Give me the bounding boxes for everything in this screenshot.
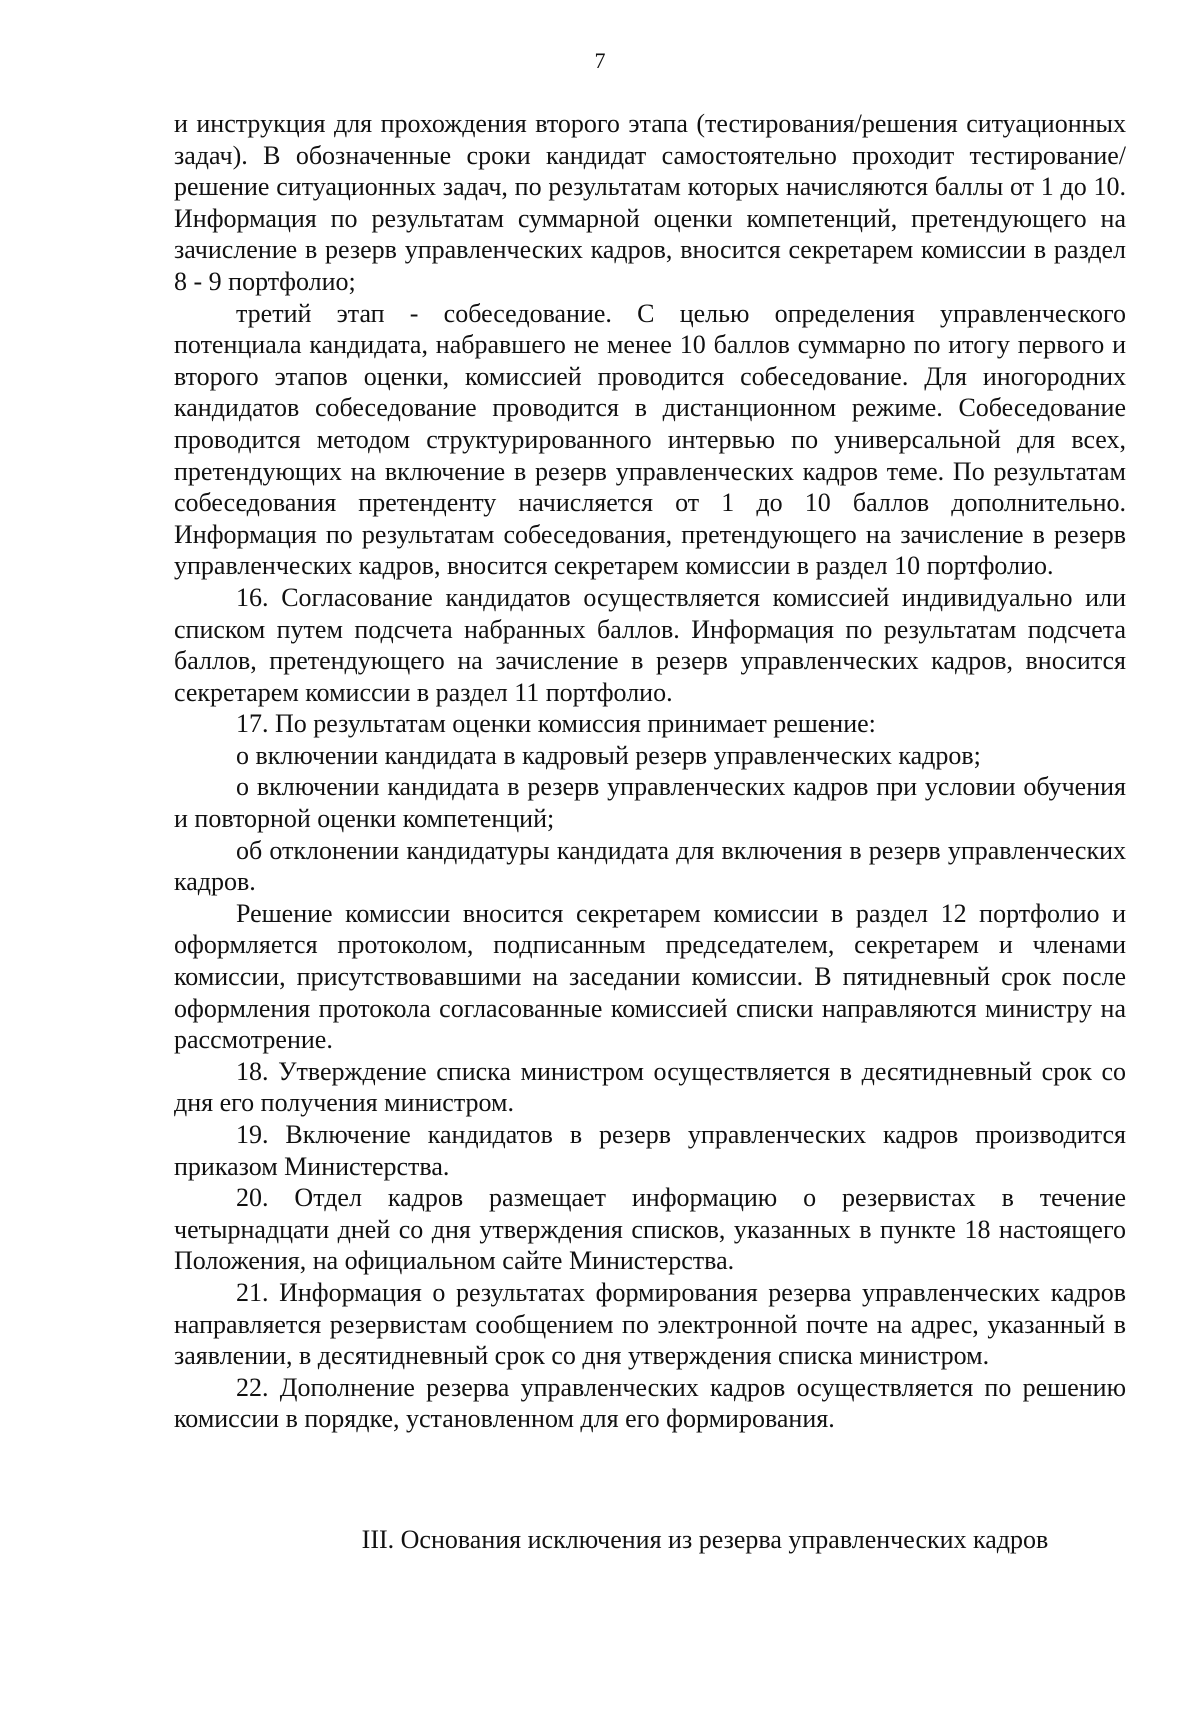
paragraph-item-22: 22. Дополнение резерва управленческих кадров осуществляется по решению комиссии в порядке, установленном для его формирования. xyxy=(174,1372,1126,1434)
paragraph-item-16: 16. Согласование кандидатов осуществляется комиссией индивидуально или списком путем подсчета набранных баллов. Информация по результатам подсчета баллов, претендующего на зачисление в резерв управленческих кадров, вносится секретарем комиссии в раздел 11 портфолио. xyxy=(174,582,1126,707)
paragraph-item-21: 21. Информация о результатах формирования резерва управленческих кадров направляется резервистам сообщением по электронной почте на адрес, указанный в заявлении, в десятидневный срок со дня утверждения списка министром. xyxy=(174,1277,1126,1371)
paragraph-decision-reject: об отклонении кандидатуры кандидата для включения в резерв управленческих кадров. xyxy=(174,835,1126,897)
paragraph-stage-two-continuation: и инструкция для прохождения второго этапа (тестирования/решения ситуационных задач). В обозначенные сроки кандидат самостоятельно проходит тестирование/решение ситуационных задач, по результатам которых начисляются баллы от 1 до 10. Информация по результатам суммарной оценки компетенций, претендующего на зачисление в резерв управленческих кадров, вносится секретарем комиссии в раздел 8 - 9 портфолио; xyxy=(174,109,1126,296)
paragraph-item-18: 18. Утверждение списка министром осуществляется в десятидневный срок со дня его получения министром. xyxy=(174,1056,1126,1118)
paragraph-item-20: 20. Отдел кадров размещает информацию о резервистах в течение четырнадцати дней со дня утверждения списков, указанных в пункте 18 настоящего Положения, на официальном сайте Министерства. xyxy=(174,1183,1126,1276)
document-body xyxy=(174,108,1126,1435)
page-number: 7 xyxy=(594,48,606,73)
section-heading: III. Основания исключения из резерва управленческих кадров xyxy=(361,1525,1049,1554)
paragraph-decision-include-conditional: о включении кандидата в резерв управленческих кадров при условии обучения и повторной оценки компетенций; xyxy=(174,772,1126,834)
paragraph-decision-include: о включении кандидата в кадровый резерв управленческих кадров; xyxy=(236,740,981,770)
paragraph-commission-decision: Решение комиссии вносится секретарем комиссии в раздел 12 портфолио и оформляется протоколом, подписанным председателем, секретарем и членами комиссии, присутствовавшими на заседании комиссии. В пятидневный срок после оформления протокола согласованные комиссией списки направляются министру на рассмотрение. xyxy=(174,898,1126,1055)
paragraph-stage-three: третий этап - собеседование. С целью определения управленческого потенциала кандидата, набравшего не менее 10 баллов суммарно по итогу первого и второго этапов оценки, комиссией проводится собеседование. Для иногородних кандидатов собеседование проводится в дистанционном режиме. Собеседование проводится методом структурированного интервью по универсальной для всех, претендующих на включение в резерв управленческих кадров теме. По результатам собеседования претенденту начисляется от 1 до 10 баллов дополнительно. Информация по результатам собеседования, претендующего на зачисление в резерв управленческих кадров, вносится секретарем комиссии в раздел 10 портфолио. xyxy=(174,298,1126,581)
paragraph-item-17: 17. По результатам оценки комиссия принимает решение: xyxy=(236,709,876,739)
paragraph-item-19: 19. Включение кандидатов в резерв управленческих кадров производится приказом Министерства. xyxy=(174,1120,1126,1181)
